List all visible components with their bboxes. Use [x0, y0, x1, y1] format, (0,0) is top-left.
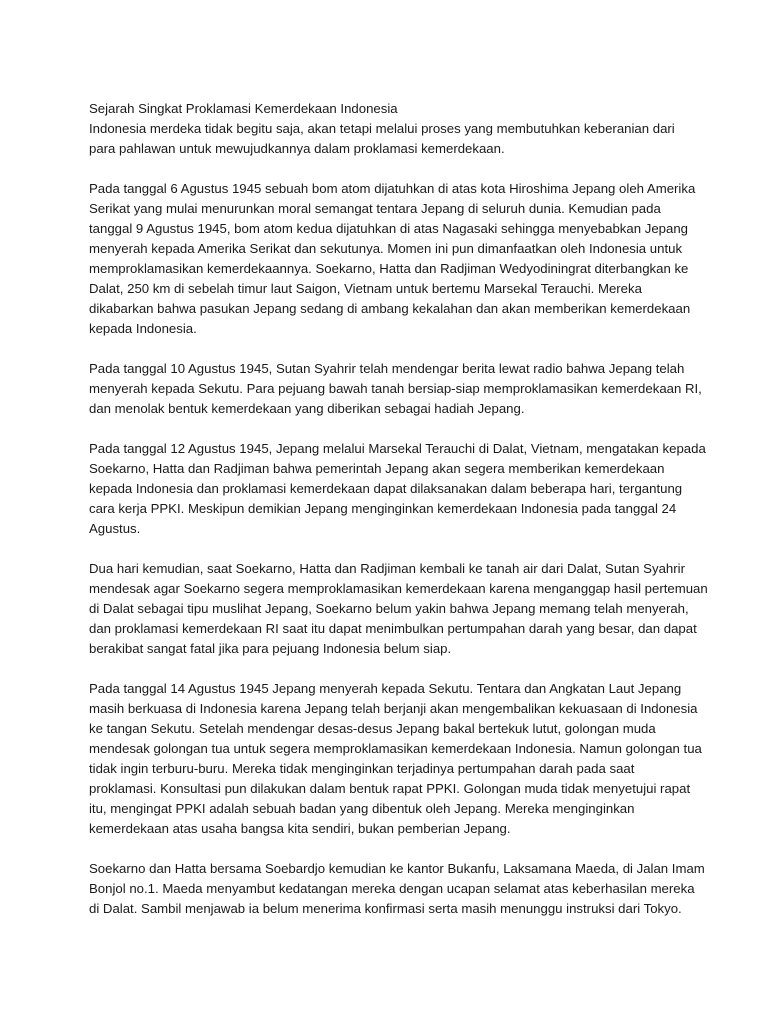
paragraph-spacer: [89, 339, 689, 359]
paragraph-4: [89, 559, 708, 659]
text-line: para pahlawan untuk mewujudkannya dalam proklamasi kemerdekaan.: [89, 141, 505, 156]
text-line: Dua hari kemudian, saat Soekarno, Hatta dan Radjiman kembali ke tanah air dari Dalat, Sutan Syahrir: [89, 561, 685, 576]
text-line: tidak ingin terburu-buru. Mereka tidak menginginkan terjadinya pertumpahan darah pada saat: [89, 761, 635, 776]
text-line: Pada tanggal 14 Agustus 1945 Jepang menyerah kepada Sekutu. Tentara dan Angkatan Laut Jepang: [89, 681, 682, 696]
text-line: Bonjol no.1. Maeda menyambut kedatangan mereka dengan ucapan selamat atas keberhasilan mereka: [89, 881, 695, 896]
text-line: memproklamasikan kemerdekaannya. Soekarno, Hatta dan Radjiman Wedyodiningrat diterbangkan ke: [89, 261, 689, 276]
text-line: mendesak agar Soekarno segera memproklamasikan kemerdekaan karena menganggap hasil pertemuan: [89, 581, 708, 596]
text-line: itu, mengingat PPKI adalah sebuah badan yang dibentuk oleh Jepang. Mereka menginginkan: [89, 801, 635, 816]
text-line: Agustus.: [89, 521, 141, 536]
paragraph-3: [89, 439, 706, 539]
paragraph-2: [89, 359, 702, 419]
text-line: Pada tanggal 10 Agustus 1945, Sutan Syahrir telah mendengar berita lewat radio bahwa Jepang telah: [89, 361, 685, 376]
text-line: masih berkuasa di Indonesia karena Jepang telah berjanji akan mengembalikan kekuasaan di Indonesia: [89, 701, 698, 716]
text-line: menyerah kepada Amerika Serikat dan sekutunya. Momen ini pun dimanfaatkan oleh Indonesia untuk: [89, 241, 683, 256]
text-line: di Dalat sebagai tipu muslihat Jepang, Soekarno belum yakin bahwa Jepang memang telah menyerah,: [89, 601, 689, 616]
text-line: di Dalat. Sambil menjawab ia belum menerima konfirmasi serta masih menunggu instruksi dari Tokyo.: [89, 901, 682, 916]
paragraph-spacer: [89, 539, 689, 559]
paragraph-6: [89, 859, 705, 919]
text-line: berakibat sangat fatal jika para pejuang Indonesia belum siap.: [89, 641, 452, 656]
text-line: dikabarkan bahwa pasukan Jepang sedang di ambang kekalahan dan akan memberikan kemerdekaan: [89, 301, 691, 316]
text-line: Dalat, 250 km di sebelah timur laut Saigon, Vietnam untuk bertemu Marsekal Terauchi. Mereka: [89, 281, 642, 296]
text-line: Serikat yang mulai menurunkan moral semangat tentara Jepang di seluruh dunia. Kemudian pada: [89, 201, 661, 216]
text-line: dan proklamasi kemerdekaan RI saat itu dapat menimbulkan pertumpahan darah yang besar, dan dapat: [89, 621, 697, 636]
document-title: Sejarah Singkat Proklamasi Kemerdekaan Indonesia: [89, 101, 398, 116]
text-line: Soekarno dan Hatta bersama Soebardjo kemudian ke kantor Bukanfu, Laksamana Maeda, di Jalan Imam: [89, 861, 705, 876]
text-line: dan menolak bentuk kemerdekaan yang diberikan sebagai hadiah Jepang.: [89, 401, 525, 416]
intro-paragraph: [89, 119, 689, 159]
text-line: cara kerja PPKI. Meskipun demikian Jepang menginginkan kemerdekaan Indonesia pada tanggal 24: [89, 501, 677, 516]
text-line: kepada Indonesia.: [89, 321, 197, 336]
document-body: [89, 99, 708, 919]
text-line: Pada tanggal 12 Agustus 1945, Jepang melalui Marsekal Terauchi di Dalat, Vietnam, mengatakan kepada: [89, 441, 706, 456]
text-line: Soekarno, Hatta dan Radjiman bahwa pemerintah Jepang akan segera memberikan kemerdekaan: [89, 461, 665, 476]
paragraph-spacer: [89, 839, 689, 859]
text-line: kemerdekaan atas usaha bangsa kita sendiri, bukan pemberian Jepang.: [89, 821, 511, 836]
paragraph-spacer: [89, 159, 689, 179]
text-line: ke tangan Sekutu. Setelah mendengar desas-desus Jepang bakal bertekuk lutut, golongan muda: [89, 721, 656, 736]
paragraph-5: [89, 679, 702, 839]
paragraph-1: [89, 179, 696, 339]
paragraph-spacer: [89, 419, 689, 439]
text-line: kepada Indonesia dan proklamasi kemerdekaan dapat dilaksanakan dalam beberapa hari, tergantung: [89, 481, 683, 496]
text-line: Indonesia merdeka tidak begitu saja, akan tetapi melalui proses yang membutuhkan keberanian dari: [89, 121, 675, 136]
text-line: tanggal 9 Agustus 1945, bom atom kedua dijatuhkan di atas Nagasaki sehingga menyebabkan Jepang: [89, 221, 688, 236]
text-line: proklamasi. Konsultasi pun dilakukan dalam bentuk rapat PPKI. Golongan muda tidak menyetujui rapat: [89, 781, 691, 796]
text-line: Pada tanggal 6 Agustus 1945 sebuah bom atom dijatuhkan di atas kota Hiroshima Jepang oleh Amerika: [89, 181, 696, 196]
text-line: mendesak golongan tua untuk segera memproklamasikan kemerdekaan Indonesia. Namun golongan tua: [89, 741, 702, 756]
text-line: menyerah kepada Sekutu. Para pejuang bawah tanah bersiap-siap memproklamasikan kemerdekaan RI,: [89, 381, 702, 396]
paragraph-spacer: [89, 659, 689, 679]
